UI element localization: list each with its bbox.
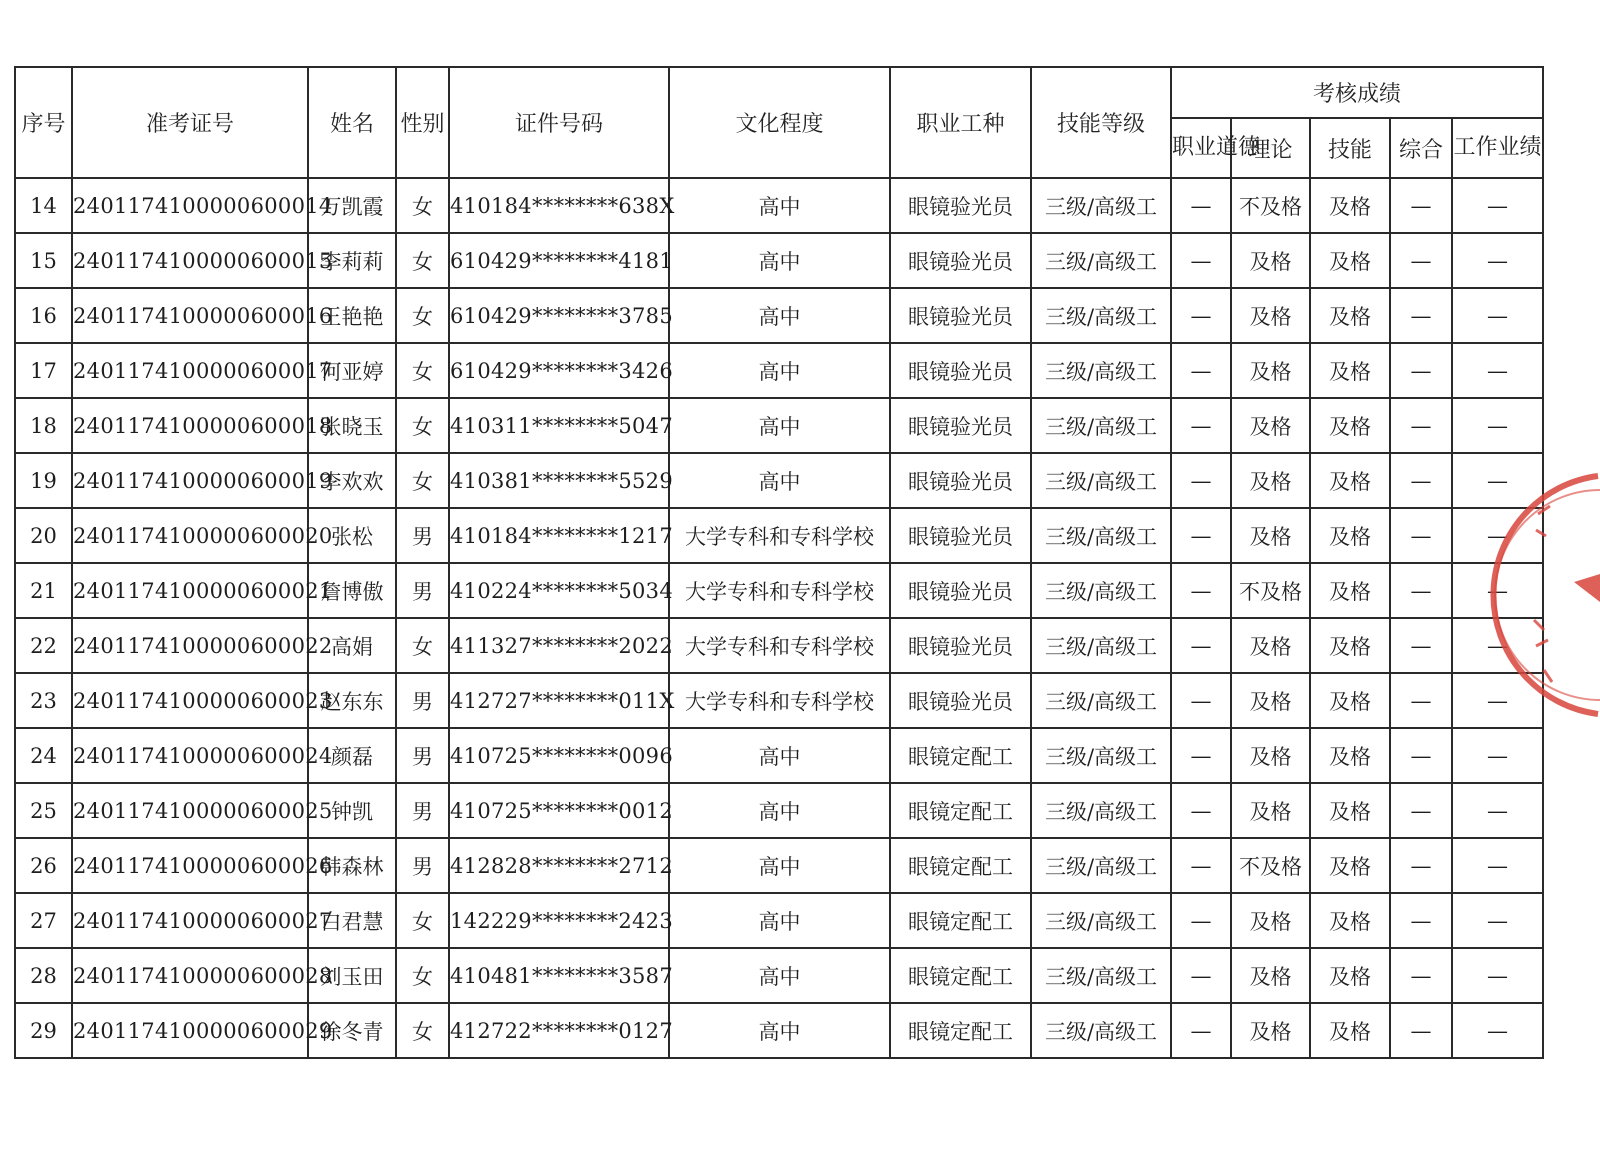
table-row [15,398,1543,453]
cell-exam-no: 2401174100000600022 [72,618,308,673]
cell-occupation: 眼镜定配工 [890,838,1031,893]
cell-skill-level: 三级/高级工 [1031,728,1171,783]
cell-seq: 20 [15,508,72,563]
cell-skill: 及格 [1310,948,1390,1003]
cell-gender: 男 [396,783,449,838]
cell-name: 李莉莉 [308,233,396,288]
cell-skill: 及格 [1310,783,1390,838]
score-table [14,66,1544,1059]
cell-seq: 15 [15,233,72,288]
cell-skill: 及格 [1310,398,1390,453]
header-education: 文化程度 [669,67,890,178]
cell-comprehensive: — [1390,233,1452,288]
cell-seq: 26 [15,838,72,893]
cell-id-no: 412722********0127 [449,1003,669,1058]
cell-id-no: 410381********5529 [449,453,669,508]
cell-gender: 女 [396,178,449,233]
cell-skill: 及格 [1310,343,1390,398]
cell-education: 高中 [669,453,890,508]
cell-skill-level: 三级/高级工 [1031,783,1171,838]
cell-work-performance: — [1452,728,1543,783]
cell-theory: 及格 [1231,398,1310,453]
cell-theory: 及格 [1231,783,1310,838]
header-seq: 序号 [15,67,72,178]
table-row [15,508,1543,563]
cell-skill: 及格 [1310,508,1390,563]
cell-id-no: 410725********0012 [449,783,669,838]
cell-occupation: 眼镜定配工 [890,728,1031,783]
header-id-no: 证件号码 [449,67,669,178]
cell-theory: 及格 [1231,948,1310,1003]
table-body [15,178,1543,1058]
cell-ethics: — [1171,563,1231,618]
cell-comprehensive: — [1390,398,1452,453]
cell-ethics: — [1171,783,1231,838]
cell-name: 钟凯 [308,783,396,838]
cell-skill-level: 三级/高级工 [1031,398,1171,453]
cell-work-performance: — [1452,288,1543,343]
table-row [15,728,1543,783]
cell-gender: 男 [396,838,449,893]
cell-work-performance: — [1452,343,1543,398]
cell-skill: 及格 [1310,453,1390,508]
cell-ethics: — [1171,948,1231,1003]
cell-occupation: 眼镜验光员 [890,563,1031,618]
cell-skill: 及格 [1310,563,1390,618]
cell-occupation: 眼镜定配工 [890,1003,1031,1058]
cell-theory: 及格 [1231,508,1310,563]
cell-seq: 24 [15,728,72,783]
cell-gender: 男 [396,563,449,618]
cell-work-performance: — [1452,948,1543,1003]
cell-exam-no: 2401174100000600028 [72,948,308,1003]
cell-seq: 23 [15,673,72,728]
header-name: 姓名 [308,67,396,178]
cell-gender: 女 [396,233,449,288]
cell-theory: 不及格 [1231,563,1310,618]
cell-work-performance: — [1452,398,1543,453]
cell-ethics: — [1171,343,1231,398]
cell-name: 何亚婷 [308,343,396,398]
cell-education: 高中 [669,948,890,1003]
cell-comprehensive: — [1390,563,1452,618]
table-row [15,563,1543,618]
cell-skill-level: 三级/高级工 [1031,288,1171,343]
table-row [15,178,1543,233]
cell-work-performance: — [1452,618,1543,673]
header-assessment: 考核成绩 [1171,67,1543,118]
cell-id-no: 410224********5034 [449,563,669,618]
cell-seq: 29 [15,1003,72,1058]
cell-seq: 14 [15,178,72,233]
cell-occupation: 眼镜定配工 [890,948,1031,1003]
cell-education: 高中 [669,398,890,453]
cell-name: 张松 [308,508,396,563]
cell-gender: 男 [396,673,449,728]
cell-id-no: 410184********1217 [449,508,669,563]
cell-gender: 男 [396,508,449,563]
cell-id-no: 410481********3587 [449,948,669,1003]
cell-exam-no: 2401174100000600029 [72,1003,308,1058]
table-row [15,288,1543,343]
cell-name: 刘玉田 [308,948,396,1003]
cell-seq: 27 [15,893,72,948]
cell-comprehensive: — [1390,948,1452,1003]
cell-seq: 17 [15,343,72,398]
cell-name: 李欢欢 [308,453,396,508]
cell-theory: 及格 [1231,1003,1310,1058]
cell-seq: 28 [15,948,72,1003]
header-ethics: 职业道德 [1171,118,1231,178]
cell-theory: 不及格 [1231,838,1310,893]
cell-comprehensive: — [1390,783,1452,838]
cell-occupation: 眼镜验光员 [890,343,1031,398]
cell-theory: 及格 [1231,618,1310,673]
cell-exam-no: 2401174100000600023 [72,673,308,728]
cell-occupation: 眼镜定配工 [890,783,1031,838]
cell-gender: 男 [396,728,449,783]
cell-skill-level: 三级/高级工 [1031,673,1171,728]
cell-exam-no: 2401174100000600025 [72,783,308,838]
cell-id-no: 142229********2423 [449,893,669,948]
cell-skill: 及格 [1310,178,1390,233]
cell-work-performance: — [1452,178,1543,233]
cell-work-performance: — [1452,838,1543,893]
cell-ethics: — [1171,233,1231,288]
cell-id-no: 410311********5047 [449,398,669,453]
cell-work-performance: — [1452,233,1543,288]
cell-comprehensive: — [1390,893,1452,948]
table-row [15,453,1543,508]
cell-skill-level: 三级/高级工 [1031,343,1171,398]
cell-ethics: — [1171,288,1231,343]
cell-name: 徐冬青 [308,1003,396,1058]
cell-skill: 及格 [1310,673,1390,728]
cell-occupation: 眼镜验光员 [890,453,1031,508]
cell-name: 万凯霞 [308,178,396,233]
cell-id-no: 410184********638X [449,178,669,233]
cell-education: 大学专科和专科学校 [669,508,890,563]
cell-theory: 及格 [1231,893,1310,948]
cell-seq: 16 [15,288,72,343]
cell-education: 高中 [669,178,890,233]
cell-exam-no: 2401174100000600017 [72,343,308,398]
cell-skill: 及格 [1310,1003,1390,1058]
cell-gender: 女 [396,893,449,948]
cell-ethics: — [1171,618,1231,673]
seal-star-icon [1574,574,1600,602]
cell-ethics: — [1171,838,1231,893]
cell-name: 白君慧 [308,893,396,948]
cell-skill-level: 三级/高级工 [1031,178,1171,233]
cell-skill: 及格 [1310,728,1390,783]
cell-name: 颜磊 [308,728,396,783]
cell-gender: 女 [396,948,449,1003]
cell-name: 詹博傲 [308,563,396,618]
cell-work-performance: — [1452,453,1543,508]
cell-comprehensive: — [1390,838,1452,893]
cell-skill-level: 三级/高级工 [1031,1003,1171,1058]
cell-id-no: 411327********2022 [449,618,669,673]
cell-id-no: 412828********2712 [449,838,669,893]
cell-occupation: 眼镜验光员 [890,178,1031,233]
table-row [15,783,1543,838]
cell-skill-level: 三级/高级工 [1031,233,1171,288]
cell-ethics: — [1171,728,1231,783]
cell-skill: 及格 [1310,618,1390,673]
cell-work-performance: — [1452,1003,1543,1058]
cell-ethics: — [1171,398,1231,453]
cell-skill: 及格 [1310,288,1390,343]
cell-education: 高中 [669,233,890,288]
cell-education: 高中 [669,838,890,893]
cell-education: 高中 [669,343,890,398]
cell-ethics: — [1171,178,1231,233]
cell-ethics: — [1171,673,1231,728]
cell-exam-no: 2401174100000600014 [72,178,308,233]
cell-work-performance: — [1452,563,1543,618]
cell-skill-level: 三级/高级工 [1031,948,1171,1003]
cell-comprehensive: — [1390,178,1452,233]
cell-name: 高娟 [308,618,396,673]
cell-exam-no: 2401174100000600016 [72,288,308,343]
cell-exam-no: 2401174100000600021 [72,563,308,618]
header-comprehensive: 综合 [1390,118,1452,178]
table-row [15,948,1543,1003]
cell-skill: 及格 [1310,838,1390,893]
cell-exam-no: 2401174100000600027 [72,893,308,948]
cell-occupation: 眼镜验光员 [890,288,1031,343]
cell-gender: 女 [396,1003,449,1058]
header-skill-level: 技能等级 [1031,67,1171,178]
cell-skill: 及格 [1310,893,1390,948]
table-row [15,673,1543,728]
cell-name: 王艳艳 [308,288,396,343]
cell-comprehensive: — [1390,453,1452,508]
cell-exam-no: 2401174100000600026 [72,838,308,893]
cell-work-performance: — [1452,673,1543,728]
cell-theory: 及格 [1231,233,1310,288]
cell-exam-no: 2401174100000600024 [72,728,308,783]
cell-ethics: — [1171,453,1231,508]
cell-education: 高中 [669,288,890,343]
cell-education: 大学专科和专科学校 [669,563,890,618]
cell-theory: 不及格 [1231,178,1310,233]
cell-gender: 女 [396,343,449,398]
cell-comprehensive: — [1390,728,1452,783]
cell-theory: 及格 [1231,453,1310,508]
cell-name: 赵东东 [308,673,396,728]
cell-id-no: 410725********0096 [449,728,669,783]
cell-skill-level: 三级/高级工 [1031,838,1171,893]
cell-occupation: 眼镜定配工 [890,893,1031,948]
cell-occupation: 眼镜验光员 [890,233,1031,288]
cell-gender: 女 [396,398,449,453]
cell-exam-no: 2401174100000600018 [72,398,308,453]
cell-id-no: 610429********3426 [449,343,669,398]
cell-gender: 女 [396,288,449,343]
cell-exam-no: 2401174100000600020 [72,508,308,563]
table-row [15,838,1543,893]
cell-ethics: — [1171,893,1231,948]
cell-exam-no: 2401174100000600019 [72,453,308,508]
header-skill: 技能 [1310,118,1390,178]
cell-comprehensive: — [1390,288,1452,343]
cell-ethics: — [1171,508,1231,563]
cell-comprehensive: — [1390,508,1452,563]
header-exam-no: 准考证号 [72,67,308,178]
cell-gender: 女 [396,453,449,508]
cell-occupation: 眼镜验光员 [890,673,1031,728]
cell-gender: 女 [396,618,449,673]
cell-theory: 及格 [1231,288,1310,343]
cell-seq: 19 [15,453,72,508]
table-row [15,893,1543,948]
cell-education: 高中 [669,893,890,948]
cell-seq: 21 [15,563,72,618]
cell-occupation: 眼镜验光员 [890,398,1031,453]
cell-education: 高中 [669,728,890,783]
cell-skill: 及格 [1310,233,1390,288]
cell-exam-no: 2401174100000600015 [72,233,308,288]
cell-comprehensive: — [1390,618,1452,673]
cell-skill-level: 三级/高级工 [1031,453,1171,508]
cell-skill-level: 三级/高级工 [1031,508,1171,563]
table-row [15,618,1543,673]
cell-education: 大学专科和专科学校 [669,618,890,673]
cell-work-performance: — [1452,783,1543,838]
cell-occupation: 眼镜验光员 [890,508,1031,563]
cell-skill-level: 三级/高级工 [1031,563,1171,618]
cell-id-no: 610429********3785 [449,288,669,343]
cell-education: 高中 [669,783,890,838]
cell-theory: 及格 [1231,728,1310,783]
header-gender: 性别 [396,67,449,178]
header-work-performance: 工作业绩 [1452,118,1543,178]
cell-education: 高中 [669,1003,890,1058]
header-theory: 理论 [1231,118,1310,178]
cell-id-no: 412727********011X [449,673,669,728]
cell-id-no: 610429********4181 [449,233,669,288]
cell-work-performance: — [1452,893,1543,948]
cell-occupation: 眼镜验光员 [890,618,1031,673]
cell-comprehensive: — [1390,673,1452,728]
cell-comprehensive: — [1390,1003,1452,1058]
cell-seq: 25 [15,783,72,838]
cell-comprehensive: — [1390,343,1452,398]
table-row [15,1003,1543,1058]
cell-name: 韩森林 [308,838,396,893]
table-row [15,233,1543,288]
cell-seq: 18 [15,398,72,453]
table-row [15,343,1543,398]
cell-theory: 及格 [1231,343,1310,398]
cell-theory: 及格 [1231,673,1310,728]
cell-skill-level: 三级/高级工 [1031,618,1171,673]
cell-seq: 22 [15,618,72,673]
cell-name: 张晓玉 [308,398,396,453]
header-occupation: 职业工种 [890,67,1031,178]
cell-skill-level: 三级/高级工 [1031,893,1171,948]
header-row-top [15,67,1543,118]
cell-work-performance: — [1452,508,1543,563]
cell-ethics: — [1171,1003,1231,1058]
cell-education: 大学专科和专科学校 [669,673,890,728]
